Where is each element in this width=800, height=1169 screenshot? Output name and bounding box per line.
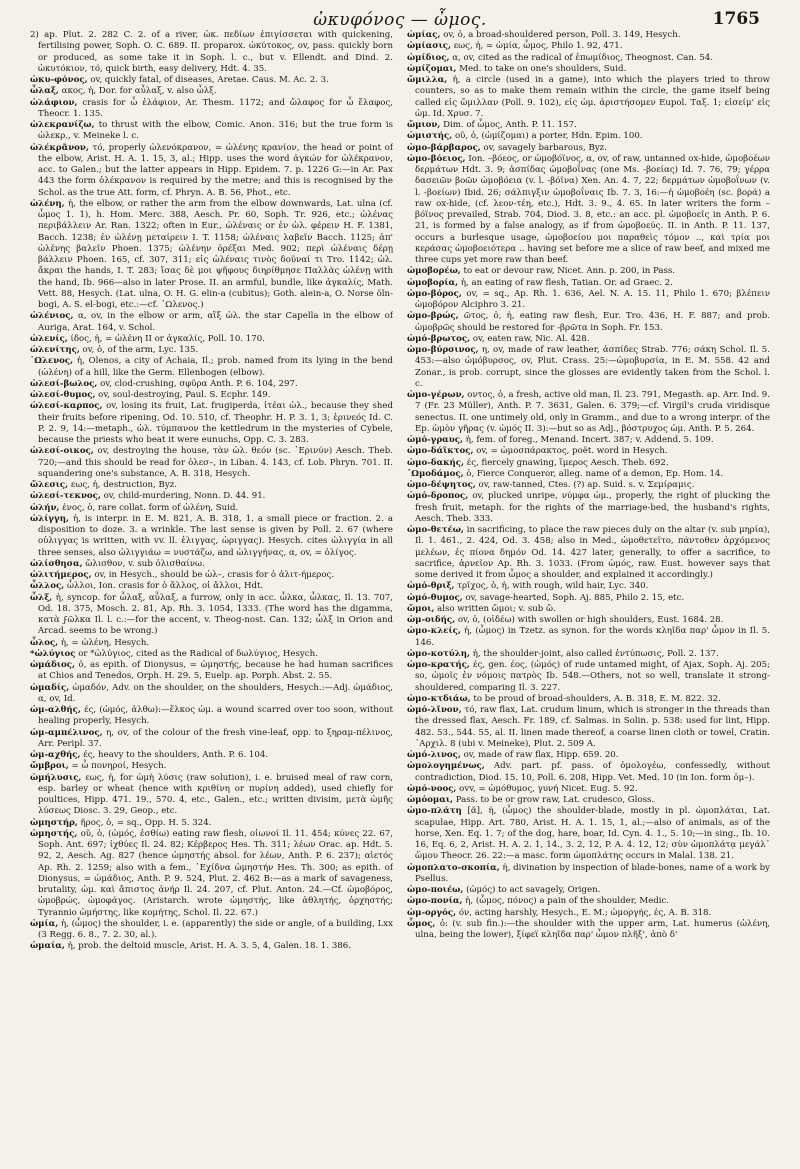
- entry-headword: ὠμό-γραυς,: [407, 435, 463, 445]
- dictionary-entry: [407, 446, 770, 457]
- entry-headword: ὠμ-οργός,: [407, 907, 457, 918]
- entry-definition: ἡ, the elbow, or rather the arm from the elbow downwards, Lat. ulna (cf. ὦμος 1. 1), h. Hom. Merc. 388, Aesch. Pr. 60, Soph. Tr. 926, etc.; ὠλένας περιβάλλειν Ar. Ran. 1322; often in Eur., ὠλέναις or ἐν ὠλ. φέρειν H. F. 1381, Bacch. 1238; ἐν ὠλένῃ μεταίρειν I. T. 1158; ὠλέναις λαβεῖν Bacch. 1125; ἀπ' ὠλένης βαλεῖν Phoen. 1375; ὠλένην ὀρέξαι Med. 902; περὶ ὠλέναις δέρῃ βάλλειν Phoen. 165, cf. 307, 311; εἰς ὠλέναις τινὸς δοῦναί τι Tro. 1142; ὠλ. ἄκραι the hands, I. T. 283; ἴσας δὲ μοι ψῆφους διηρίθμησε Παλλὰς ὠλένῃ with the hand, Ib. 966—also in later Prose. II. an armful, bundle, like ἀγκαλίς, Math. Vett. 88, Hesych. (Lat. ulna, O. H. G. elin-a (cubitus); Goth. alein-a, O. Norse öln-bogi, A. S. el-bogi, etc.:—cf. ᾽Ωλενος.): [38, 198, 393, 310]
- entry-headword: ὠμό-θυμος,: [407, 592, 463, 603]
- dictionary-entry: [407, 908, 770, 919]
- dictionary-entry: [30, 401, 393, 446]
- entry-headword: ὠλεσί-βωλος,: [30, 378, 98, 389]
- entry-definition: ov, plucked unripe, νύμφα ὠμ., properly, the right of plucking the fresh fruit, metaph. for the rights of the marriage-bed, the husband's rights, Aesch. Theb. 333.: [415, 491, 770, 524]
- dictionary-entry: [30, 311, 393, 334]
- dictionary-entry: [30, 379, 393, 390]
- entry-headword: ὦλλος,: [30, 581, 65, 592]
- entry-definition: ov, ὁ, (οἰδέω) with swollen or high shoulders, Eust. 1684. 28.: [457, 615, 724, 625]
- entry-headword: ᾽Ωλενος,: [30, 356, 74, 367]
- entry-definition: η, ov, of the colour of the fresh vine-leaf, opp. to ξηραμ-πέλινος, Arr. Peripl. 37.: [38, 727, 393, 749]
- entry-definition: Med. to take on one's shoulders, Suid.: [459, 63, 627, 74]
- entry-headword: ὠμό-δροπος,: [407, 491, 469, 502]
- entry-headword: ὠμ-αχθής,: [30, 750, 81, 760]
- entry-definition: ἡ, (ὦμος, πόνος) a pain of the shoulder, Medic.: [465, 896, 670, 907]
- guide-dash: —: [410, 10, 429, 30]
- dictionary-entry: [407, 30, 770, 41]
- entry-headword: ὠμίας,: [407, 30, 441, 40]
- dictionary-entry: [30, 638, 393, 649]
- dictionary-entry: [30, 581, 393, 592]
- entry-definition: ov, made of raw flax, Hipp. 659. 20.: [463, 750, 619, 760]
- entry-headword: ὠλίγγη,: [30, 513, 69, 524]
- entry-headword: ὠμαδίς,: [30, 682, 70, 693]
- entry-headword: ὠμό-λῖνον,: [407, 705, 462, 715]
- entry-headword: ὠμιστής,: [407, 131, 453, 142]
- entry-definition: η, ov, made of raw leather, ἀσπίδες Strab. 776; σάκη Schol. Il. 5. 453:—also ὠμόβυρσος, ov, Plut. Crass. 25:—ὠμοβυρσία, in E. M. 558. 42 and Zonar., is prob. corrupt, since the glosses are evidently taken from the Schol. l. c.: [415, 345, 770, 389]
- dictionary-entry: [30, 491, 393, 502]
- dictionary-entry: [30, 818, 393, 829]
- entry-headword: ὠκυ-φόνος,: [30, 75, 88, 85]
- entry-definition: εως, ἡ, = ὠμία, ὦμος, Philo 1. 92, 471.: [453, 41, 623, 52]
- dictionary-entry: [30, 941, 393, 952]
- entry-definition: ov, in Hesych., should be ὠλ–, crasis for ὁ ἀλιτ-ήμερος.: [94, 570, 335, 580]
- entry-definition: ἡ, divination by inspection of blade-bones, name of a work by Psellus.: [415, 862, 770, 884]
- dictionary-entry: [30, 345, 393, 356]
- dictionary-entry: [407, 863, 770, 886]
- entry-definition: τό, properly ὠλενόκρανον, = ὠλένης κρανίον, the head or point of the elbow, Arist. H. A. 1. 15, 3, al.; Hipp. uses the word ἀγκών for ὠλέκρανον, acc. to Galen.; but the latter appears in Hipp. Epidem. 7. p. 1226 G:—in Ar. Pax 443 the form ὀλέκρανον is required by the metre; and this is recognised by the Schol. as the true Att. form, cf. Phryn. A. B. 56, Phot., etc.: [38, 142, 393, 198]
- dictionary-entry: [30, 98, 393, 121]
- entry-definition: ὁ, as epith. of Dionysus, = ὠμηστής, because he had human sacrifices at Chios and Tenedos, Orph. H. 29. 5, Euelp. ap. Porph. Abst. 2. 55.: [38, 660, 393, 682]
- dictionary-entry: [30, 773, 393, 818]
- entry-definition: ἡ, = ὠλένη, Hesych.: [60, 637, 150, 648]
- dictionary-entry: [407, 53, 770, 64]
- dictionary-entry: [407, 593, 770, 604]
- dictionary-entry: [407, 896, 770, 907]
- entry-headword: ὠμηστής,: [30, 828, 78, 839]
- entry-definition: also written ὤμοι; v. sub ὤ.: [437, 603, 556, 614]
- entry-definition: ov, = ὠμοσπάρακτος, poët. word in Hesych.: [476, 446, 668, 457]
- dictionary-entry: [407, 41, 770, 52]
- entry-definition: οῦ, ὁ, (ὠμίζομαι) a porter, Hdn. Epim. 100.: [454, 131, 643, 142]
- entry-headword: ὠλένη,: [30, 198, 65, 209]
- entry-definition: ές, (ὠμός, ἀλθω):—ἕλκος ὠμ. a wound scarred over too soon, without healing properly, Hesych.: [38, 705, 393, 727]
- dictionary-entry: [30, 919, 393, 942]
- dictionary-entry: [407, 480, 770, 491]
- entry-headword: ὠμό-θριξ,: [407, 581, 455, 592]
- dictionary-entry: [407, 604, 770, 615]
- entry-definition: in sacrificing, to place the raw pieces duly on the altar (v. sub μηρία), Il. 1. 461., 2. 424, Od. 3. 458; also in Med., ὠμοθετεῖτο, πάντοθεν ἀρχόμενος μελέων, ἐς πίονα δημόν Od. 14. 427 later, generally, to offer a sacrifice, to sacrifice, ἀρνεῖον Ap. Rh. 3. 1033. (From ὠμός, raw. Eust. however says that some derived it from ὦμος a shoulder, and explained it accordingly.): [415, 525, 770, 580]
- dictionary-entry: [407, 458, 770, 469]
- entry-headword: ὠλενίς,: [30, 333, 68, 344]
- entry-definition: ὁ, Fierce Conqueror, alleg. name of a demon, Ep. Hom. 14.: [466, 468, 724, 479]
- dictionary-entry: [407, 784, 770, 795]
- entry-definition: οῦ, ὁ, (ὠμός, ἐσθίω) eating raw flesh, οἰωνοί Il. 11. 454; κύνες 22. 67, Soph. Ant. 697; ἰχθύες Il. 24. 82; Κέρβερος Hes. Th. 311; λέων Orac. ap. Hdt. 5. 92, 2, Aesch. Ag. 827 (hence ὠμηστής absol. for λέων, Anth. P. 6. 237); αἰετός Ap. Rh. 2. 1259; also with a fem., ᾽Εχίδνα ὠμηστήν Hes. Th. 300; as epith. of Dionysus, = ὠμάδιος, Anth. P. 9. 524, Plut. 2. 462 B:—as a mark of savageness, brutality, ὠμ. καὶ ἄπιστος ἀνήρ Il. 24. 207, cf. Plut. Anton. 24.—Cf. ὠμοβόρος, ὠμοβρώς, ὠμοφάγος. (Aristarch. wrote ὠμηστής, like ἀθλητής, ὀρχηστής; Tyrannio ὠμήστης, like κομήτης, Schol. Il. 22. 67.): [38, 828, 393, 918]
- entry-headword: ὤμιον,: [407, 120, 441, 130]
- entry-headword: ὠμηστήρ,: [30, 817, 78, 828]
- dictionary-entry: [30, 446, 393, 480]
- entry-definition: ἡ, (ὦμος) the shoulder, i. e. (apparently) the side or angle, of a building, Lxx (3 Regg. 6. 8., 7. 2. 30, al.).: [38, 918, 393, 940]
- entry-definition: εως, ἡ, destruction, Byz.: [70, 480, 177, 490]
- entry-definition: to thrust with the elbow, Comic. Anon. 316; but the true form is ὠλεκρ., v. Meineke l. c.: [38, 120, 393, 142]
- entry-headword: ὠμο-γέρων,: [407, 390, 465, 400]
- entry-headword: ὠλάφιον,: [30, 97, 78, 108]
- entry-headword: ὠμο-ποιέω,: [407, 885, 464, 895]
- dictionary-entry: [407, 345, 770, 390]
- entry-headword: ὠμοβορία,: [407, 277, 459, 288]
- dictionary-entry: [407, 660, 770, 694]
- entry-headword: ὠμίασις,: [407, 41, 451, 52]
- entry-headword: ὠλεσί-τεκνος,: [30, 491, 101, 502]
- entry-headword: ὠμο-πλάτη: [407, 806, 462, 817]
- dictionary-entry: [30, 480, 393, 491]
- entry-definition: ov, = sq., Ap. Rh. 1. 636, Ael. N. A. 15. 11, Philo 1. 670; βλέπειν ὠμοβόρον Alciphro 3. 21.: [415, 288, 770, 310]
- dictionary-entry: [407, 919, 770, 942]
- dictionary-entry: [407, 806, 770, 862]
- dictionary-entry: [30, 390, 393, 401]
- dictionary-entry: [30, 120, 393, 143]
- entry-definition: ov, ὁ, of the arm, Lyc. 135.: [82, 345, 199, 355]
- entry-headword: ὠμό-λινος,: [407, 750, 461, 760]
- entry-headword: ὠλεσί-θυμος,: [30, 390, 96, 400]
- entry-headword: *ὠλύγιος: [30, 648, 76, 659]
- dictionary-entry: [407, 390, 770, 435]
- dictionary-entry: [407, 143, 770, 154]
- entry-definition: to eat or devour raw, Nicet. Ann. p. 200, in Pass.: [463, 266, 676, 277]
- entry-definition: ov, quickly fatal, of diseases, Aretae. Caus. M. Ac. 2. 3.: [90, 75, 329, 85]
- entry-headword: ὠμίζομαι,: [407, 63, 457, 74]
- entry-headword: ὠμο-βάρβαρος,: [407, 142, 481, 153]
- right-column: [407, 30, 770, 1155]
- entry-headword: ὤμιλλα,: [407, 75, 448, 85]
- dictionary-entry: [407, 705, 770, 750]
- entry-headword: ὠμο-κτδιάω,: [407, 693, 471, 704]
- entry-definition: ov, savage-hearted, Soph. Aj. 885, Philo 2. 15, etc.: [465, 592, 685, 603]
- dictionary-entry: [407, 154, 770, 267]
- entry-definition: Ion. –βόεος, or ὠμοβόϊνος, α, ov, of raw, untanned ox-hide, ὠμοβοέων δερμάτων Hdt. 3. 9; ἀσπίδας ὠμοβοΐνας (one Ms. -βοείας) Id. 7. 76, 79; γέρρα δασειῶν βοῶν ὠμοβόεια (v. l. -βόϊνα) Xen. An. 4. 7, 22; δερμάτων ὠμοβοΐνων (v. l. -βοείων) Ibid. 26; σάλπιγξιν ὠμοβοΐναις Ib. 7. 3, 16:—ἡ ὠμοβοέη (sc. βορά) a raw ox-hide, (cf. λεον-τέη, etc.), Hdt. 3. 9., 4. 65. In later writers the form –βόϊνος prevailed, Strab. 704, Diod. 3. 8, etc.: an acc. pl. ὠμοβοεῖς in Anth. P. 6. 21, is formed by a false analogy, as if from ὠμοβοεύς. II. in Anth. P. 11. 137, occurs a burlesque usage, ὠμοβοείου μοι παραθεὶς τόμον .., καὶ τρία μοι κεράσας ὠμοβοειότερα .. having set before me a slice of raw beef, and mixed me three cups yet more raw than beef.: [415, 153, 770, 265]
- dictionary-entry: [30, 649, 393, 660]
- dictionary-entry: [407, 649, 770, 660]
- entry-headword: ὦλος,: [30, 637, 59, 648]
- entry-definition: or *ὠλύγιος, cited as the Radical of δωλύγιος, Hesych.: [78, 648, 318, 659]
- entry-headword: ὠμό-βρωτος,: [407, 333, 471, 344]
- dictionary-entry: [30, 199, 393, 312]
- entry-definition: ές, heavy to the shoulders, Anth. P. 6. 104.: [83, 750, 269, 760]
- entry-headword: ὠμο-δακής,: [407, 457, 465, 468]
- entry-definition: = ὦ πονηροί, Hesych.: [71, 761, 167, 772]
- guide-word-left: ὠκυφόνος: [313, 10, 405, 30]
- dictionary-entry: [407, 435, 770, 446]
- dictionary-entry: [30, 514, 393, 559]
- entry-definition: ov, soul-destroying, Paul. S. Ecphr. 149.: [98, 390, 271, 400]
- entry-definition: όν, acting harshly, Hesych., E. M.; ὠμοργής, ές, A. B. 318.: [458, 907, 712, 918]
- entry-headword: ὤμβροι,: [30, 761, 69, 772]
- entry-definition: ἡ, (ὦμος) in Tzetz. as synon. for the words κληῖδα παρ' ὦμον in Il. 5. 146.: [415, 626, 770, 648]
- page-number: 1765: [712, 9, 760, 29]
- entry-headword: ὠλενίτης,: [30, 345, 80, 355]
- dictionary-entry: [407, 75, 770, 120]
- left-column: [30, 30, 393, 1155]
- dictionary-entry: [30, 570, 393, 581]
- entry-headword: ὠμήλυσις,: [30, 772, 82, 783]
- entry-definition: ίδος, ἡ, = ὠλένη II or ἀγκαλίς, Poll. 10. 170.: [70, 333, 265, 344]
- dictionary-entry: [30, 143, 393, 199]
- dictionary-entry: [30, 559, 393, 570]
- text-columns: [30, 30, 770, 1155]
- entry-definition: crasis for ὦ ἐλάφιον, Ar. Thesm. 1172; and ὤλαφος for ὦ ἔλαφος, Theocr. 1. 135.: [38, 97, 393, 119]
- dictionary-entry: [407, 131, 770, 142]
- entry-definition: ῶτος, ὁ, ἡ, eating raw flesh, Eur. Tro. 436, H. F. 887; and prob. ὠμοβρῶς should be restored for -βρῶτα in Soph. Fr. 153.: [415, 311, 770, 333]
- dictionary-entry: [30, 75, 393, 86]
- entry-definition: to be proud of broad-shoulders, A. B. 318, E. M. 822. 32.: [473, 693, 721, 704]
- entry-headword: ὠμολογημένως,: [407, 761, 485, 772]
- dictionary-entry: [30, 705, 393, 728]
- entry-definition: ov, child-murdering, Nonn. D. 44. 91.: [103, 491, 266, 502]
- dictionary-entry: [407, 750, 770, 761]
- entry-definition: ἡ, an eating of raw flesh, Tatian. Or. ad Graec. 2.: [460, 277, 673, 288]
- dictionary-entry: [30, 30, 393, 75]
- dictionary-entry: [30, 334, 393, 345]
- entry-definition: ὤλισθον, v. sub ὀλισθαίνω.: [85, 558, 205, 569]
- entry-headword: ὠμαία,: [30, 941, 65, 952]
- dictionary-entry: [30, 593, 393, 638]
- entry-headword: ὠμο-κρατής,: [407, 660, 470, 670]
- entry-definition: [ᾰ], ἡ, (ὦμος) the shoulder-blade, mostly in pl. ὠμοπλάται, Lat. scapulae, Hipp. Art. 780, Arist. H. A. 1. 15, 1, al.;—also of animals, as of the horse, Xen. Eq. 1. 7; of the dog, hare, boar, Id. Cyn. 4. 1., 5. 10;—in sing., Ib. 10. 16, Eq. 6, 2, Arist. H. A. 2. 1, 14., 3. 2, 12, P. A. 4. 12, 12; σὺν ὠμοπλάτᾳ μεγάλ᾽ ὤμου Theocr. 26. 22:—a masc. form ὠμοπλάτης occurs in Malal. 138. 21.: [415, 806, 770, 862]
- entry-definition: ov, savagely barbarous, Byz.: [483, 142, 607, 153]
- entry-headword: ὠμίδιος,: [407, 52, 450, 63]
- dictionary-entry: [30, 761, 393, 772]
- dictionary-entry: [407, 581, 770, 592]
- entry-definition: Dim. of ὦμος, Anth. P. 11. 157.: [443, 120, 577, 130]
- entry-definition: οντος, ὁ, a fresh, active old man, Il. 23. 791, Megasth. ap. Arr. Ind. 9. 7 (Fr. 23 Müller), Anth. P. 7. 3631, Galen. 6. 379;—cf. Virgil's cruda viridisque senectus. II. one untimely old, only in Gramm., and due to a wrong interpr. of the Ep. ὠμὸν γῆρας (v. ὠμός II. 3):—but so as Adj., βόστρυχος ὠμ. Anth. P. 5. 264.: [415, 390, 770, 434]
- entry-headword: ὠμο-κλείς,: [407, 626, 461, 637]
- entry-headword: ὠμο-βρώς,: [407, 311, 459, 322]
- entry-definition: ἡ, fem. of foreg., Menand. Incert. 387; v. Addend. 5. 109.: [465, 435, 714, 445]
- dictionary-entry: [407, 761, 770, 784]
- entry-headword: ὠλέκρᾶνον,: [30, 142, 89, 153]
- entry-definition: ov, losing its fruit, Lat. frugiperda, ἰτέαι ὠλ., because they shed their fruits before ripening, Od. 10. 510, cf. Theophr. H. P. 3. 1, 3; ἐρινεός Id. C. P. 2. 9, 14:—metaph., ὠλ. τύμπανον the kettledrum in the mysteries of Cybele, because the priests who beat it were eunuchs, Opp. C. 3. 283.: [38, 401, 393, 445]
- entry-definition: 2) ap. Plut. 2. 282 C. 2. of a river, ὠκ. πεδίων ἐπιγίσσεται with quickening, fertilising power, Soph. O. C. 689. II. proparox. ὠκύτοκος, ov, pass. quickly born or produced, as some take it in Soph. l. c., but v. Ellendt. and Dind. 2. ὠκυτόκιον, τό, quick birth, easy delivery, Hdt. 4. 35.: [30, 30, 393, 74]
- entry-headword: ὠλεσί-οικος,: [30, 446, 94, 457]
- entry-headword: ὠμο-βόρος,: [407, 288, 462, 299]
- dictionary-entry: [407, 469, 770, 480]
- dictionary-entry: [407, 289, 770, 312]
- guide-words: [30, 10, 770, 30]
- dictionary-entry: [407, 626, 770, 649]
- dictionary-entry: [30, 683, 393, 706]
- dictionary-entry: [407, 525, 770, 581]
- entry-definition: ἡ, syncop. for ὦλαξ, αὖλαξ, a furrow, only in acc. ὦλκα, ὦλκας, Il. 13. 707, Od. 18. 375, Mosch. 2. 81, Ap. Rh. 3. 1054, 1333. (The word has the digamma, κατὰ ϝῶλκα Il. l. c.:—for the accent, v. Theog-nost. Can. 132; ὦλξ in Orion and Arcad. seems to be wrong.): [38, 592, 393, 637]
- entry-headword: ὠμο-κοτύλη,: [407, 648, 470, 659]
- entry-definition: (ὠμός) to act savagely, Origen.: [466, 885, 601, 895]
- dictionary-entry: [30, 829, 393, 919]
- entry-headword: ὠμοβορέω,: [407, 266, 461, 277]
- entry-definition: τό, raw flax, Lat. crudum linum, which is stronger in the threads than the dressed flax, Aesch. Fr. 189, cf. Salmas. in Solin. p. 538: used for lint, Hipp. 482. 53., 544. 55, al. II. linen made thereof, a coarse linen cloth or towel, Cratin. ᾽Αρχιλ. 8 (ubi v. Meineke), Plut. 2. 509 A.: [415, 705, 770, 749]
- entry-definition: ὦλλοι, Ion. crasis for ὁ ἄλλος, οἱ ἄλλοι, Hdt.: [66, 581, 264, 592]
- entry-definition: ένος, ὁ, rare collat. form of ὠλένη, Suid.: [62, 502, 239, 513]
- entry-headword: ὠλιτήμερος,: [30, 570, 92, 580]
- entry-definition: ὠμαδόν, Adv. on the shoulder, on the shoulders, Hesych.:—Adj. ὠμάδιος, α, ov, Id.: [38, 682, 393, 704]
- entry-headword: ὠμ-αλθής,: [30, 705, 81, 715]
- entry-definition: ές, gen. έος, (ὠμός) of rude untamed might, of Ajax, Soph. Aj. 205; so, ὠμοῖς ἐν νόμοις πατρὸς Ib. 548.—Others, not so well, translate it strong-shouldered, comparing Il. 3. 227.: [415, 660, 770, 693]
- entry-definition: ὁ: (v. sub fin.):—the shoulder with the upper arm, Lat. humerus (ὠλένη, ulna, being the lower), ξίφεϊ κληῖδα παρ' ὦμον πλῆξ', ἀπὸ δ': [415, 918, 770, 940]
- entry-definition: ov, raw-tanned, Ctes. (?) ap. Suid. s. v. Σεμίραμις.: [478, 480, 695, 490]
- entry-definition: ἡ, a circle (used in a game), into which the players tried to throw counters, so as to make them remain within the circle, the game itself being called εἰς ὤμιλλαν (Poll. 9. 102), εἰς ὠμ. ἀριστήσομεν Eupol. Ταξ. 1; εἰσείμ' εἰς ὠμ. Id. Χρυσ. 7.: [415, 75, 770, 119]
- running-header: [30, 0, 770, 30]
- entry-headword: ὤλεσις,: [30, 480, 69, 490]
- dictionary-entry: [30, 750, 393, 761]
- entry-definition: εως, ἡ, for ὠμὴ λύσις (raw solution), i. e. bruised meal of raw corn, esp. barley or wheat (hence with κριθίνη or πυρίνη added), used chiefly for poultices, Hipp. 471. 19., 570. 4, etc., Galen., etc.; written divisim, μετὰ ὠμῆς λύσεως Diosc. 3. 29, Geop., etc.: [38, 772, 393, 817]
- entry-headword: ὠμό-νοος,: [407, 783, 457, 794]
- guide-word-right: ὦμος.: [434, 10, 487, 30]
- entry-definition: Pass. to be or grow raw, Lat. crudesco, Gloss.: [455, 795, 655, 805]
- dictionary-entry: [407, 885, 770, 896]
- entry-definition: ακος, ἡ, Dor. for αὖλαξ, v. also ὦλξ.: [61, 86, 217, 97]
- entry-headword: ὠμία,: [30, 918, 59, 929]
- dictionary-entry: [30, 728, 393, 751]
- entry-headword: ὠμο-πονία,: [407, 896, 463, 907]
- entry-headword: ὦλξ,: [30, 592, 53, 603]
- dictionary-entry: [407, 491, 770, 525]
- entry-headword: ὠμο-δέψητος,: [407, 480, 476, 490]
- entry-headword: ὤμοι,: [407, 603, 435, 614]
- entry-headword: ὠμο-θετέω,: [407, 525, 464, 535]
- dictionary-entry: [407, 311, 770, 334]
- entry-definition: ov, eaten raw, Nic. Al. 428.: [472, 333, 590, 344]
- entry-definition: ἡ, the shoulder-joint, also called ἐντύπωσις, Poll. 2. 137.: [472, 648, 719, 659]
- dictionary-entry: [407, 64, 770, 75]
- dictionary-entry: [407, 120, 770, 131]
- entry-definition: Adv. part. pf. pass. of ὁμολογέω, confessedly, without contradiction, Diod. 15. 10, Poll. 6. 208, Hipp. Vet. Med. 10 (in Ion. form ὁμ–).: [415, 761, 770, 783]
- entry-definition: ἡ, Olenos, a city of Achaia, Il.; prob. named from its lying in the bend (ὠλένη) of a hill, like the Germ. Ellenbogen (elbow).: [38, 356, 393, 378]
- entry-headword: ὦλαξ,: [30, 86, 59, 97]
- dictionary-entry: [30, 86, 393, 97]
- dictionary-entry: [30, 660, 393, 683]
- dictionary-entry: [407, 615, 770, 626]
- entry-definition: α, ov, in the elbow or arm, αἲξ ὠλ. the star Capella in the elbow of Auriga, Arat. 164, v. Schol.: [38, 311, 393, 333]
- entry-definition: ές, fiercely gnawing, ἵμερος Aesch. Theb. 692.: [466, 457, 669, 468]
- dictionary-entry: [30, 503, 393, 514]
- entry-headword: ὠμο-δάϊκτος,: [407, 446, 474, 457]
- entry-headword: ὦμος,: [407, 918, 436, 929]
- entry-definition: ἡ, is interpr. in E. M. 821, A. B. 318, 1. a small piece or fraction. 2. a disposition to doze. 3. a wrinkle. The last sense is given by Poll. 2. 67 (where οὐλιγγας is written, with vv. ll. ἐλιγγας, ὠριγγας). Hesych. cites ὠλιγγία in all three senses, also ὠλιγγιάω = νυστάζω, and ὠλιγγήνας, α, ov, = ὀλίγος.: [38, 513, 393, 558]
- dictionary-entry: [407, 334, 770, 345]
- entry-headword: ὠμο-βύρσινος,: [407, 345, 479, 355]
- entry-headword: ὠμοπλατο-σκοπία,: [407, 862, 500, 873]
- entry-headword: ὠλεσί-καρπος,: [30, 401, 103, 412]
- entry-headword: ὠμ-οιδής,: [407, 615, 456, 625]
- entry-definition: ἡ, prob. the deltoid muscle, Arist. H. A. 3. 5, 4, Galen. 18. 1. 386.: [67, 941, 352, 952]
- entry-headword: ὠλένιος,: [30, 311, 74, 322]
- entry-headword: ὠμάδιος,: [30, 660, 75, 670]
- dictionary-entry: [30, 356, 393, 379]
- entry-definition: ov, clod-crushing, σφῦρα Anth. P. 6. 104, 297.: [100, 378, 298, 389]
- entry-headword: ὠμόομαι,: [407, 795, 453, 805]
- dictionary-entry: [407, 266, 770, 277]
- entry-definition: ov, destroying the house, τὰν ὠλ. θεόν (sc. ᾽Ερινύν) Aesch. Theb. 720;—and this should be read for ὀλεσ–, in Liban. 4. 143, cf. Lob. Phryn. 701. II. squandering one's substance, A. B. 318, Hesych.: [38, 446, 393, 479]
- dictionary-entry: [407, 694, 770, 705]
- entry-headword: ὠμο-βόειος,: [407, 153, 466, 164]
- entry-definition: ῆρος, ὁ, = sq., Opp. H. 5. 324.: [80, 817, 212, 828]
- entry-definition: ovv, = ὠμόθυμος, γυνή Nicet. Eug. 5. 92.: [459, 783, 638, 794]
- entry-headword: ὠλεκρανίζω,: [30, 120, 95, 130]
- dictionary-entry: [407, 278, 770, 289]
- entry-definition: α, ov, cited as the radical of ἐπωμίδιος, Theognost. Can. 54.: [452, 52, 713, 63]
- entry-headword: ὠλήν,: [30, 502, 60, 513]
- dictionary-entry: [407, 795, 770, 806]
- entry-definition: τρῖχος, ὁ, ἡ, with rough, wild hair, Lyc. 340.: [457, 581, 649, 592]
- entry-headword: ὠμ-αμπέλινος,: [30, 727, 103, 738]
- entry-headword: ὠλίσθησα,: [30, 558, 83, 569]
- entry-headword: ᾽Ωμοδάμος,: [407, 468, 464, 479]
- entry-definition: ov, ὁ, a broad-shouldered person, Poll. 3. 149, Hesych.: [443, 30, 681, 40]
